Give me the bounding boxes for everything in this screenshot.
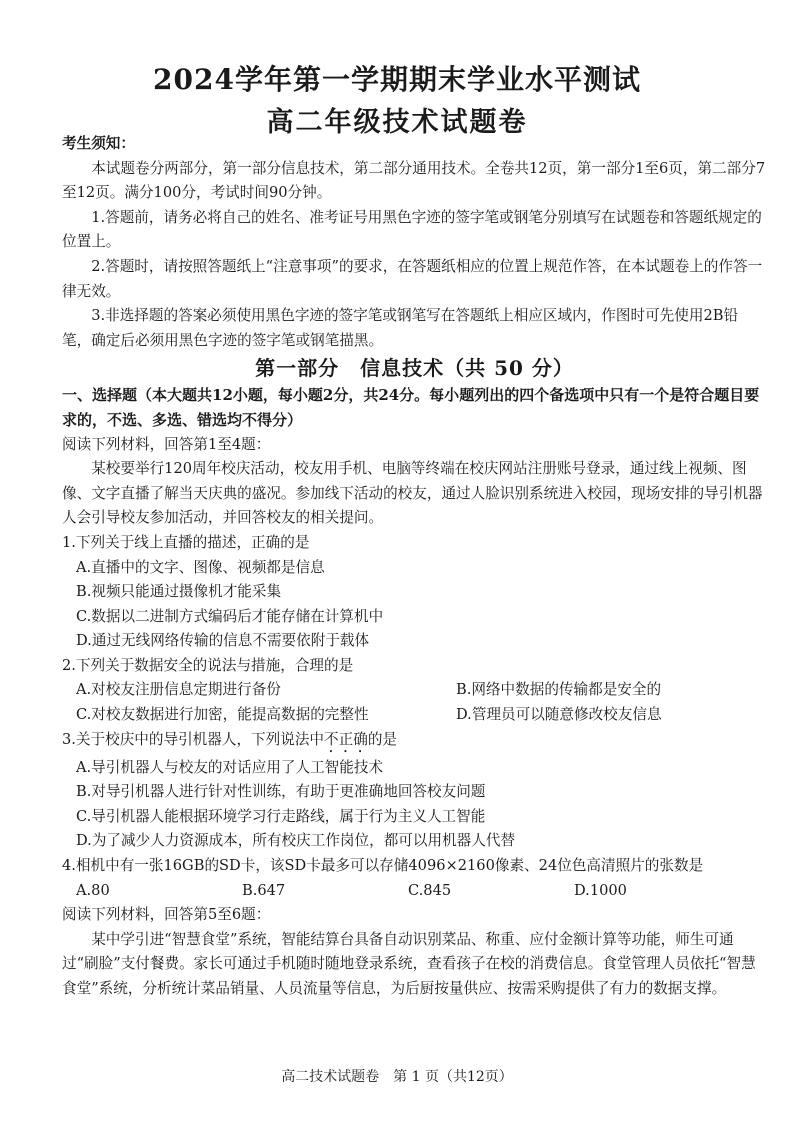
option-a: A.对校友注册信息定期进行备份 [76,681,281,699]
option-d: D.管理员可以随意修改校友信息 [456,706,662,724]
stem-text: 3.关于校庆中的导引机器人，下列说法中 [62,730,325,748]
reading-material: 某中学引进“智慧食堂”系统，智能结算台具备自动识别菜品、称重、应付金额计算等功能，师生可通过“刷脸”支付餐费。家长可通过手机随时随地登录系统，查看孩子在校的消费信息。食堂管理人员依托“智慧食堂”系统，分析统计菜品销量、人员流量等信息，为后厨按量供应、按需采购提供了有力的数据支撑。 [62,930,756,997]
option-d: D.为了减少人力资源成本，所有校庆工作岗位，都可以用机器人代替 [76,832,516,850]
option-c: C.数据以二进制方式编码后才能存储在计算机中 [76,607,384,625]
notice-heading: 考生须知： [62,135,135,152]
option-b: B.对导引机器人进行针对性训练，有助于更准确地回答校友问题 [76,783,486,801]
option-b: B.647 [242,881,286,899]
reading-material: 某校要举行120周年校庆活动，校友用手机、电脑等终端在校庆网站注册账号登录，通过线上视频、图像、文字直播了解当天庆典的盛况。参加线下活动的校友，通过人脸识别系统进入校园，现场安排的导引机器人会引导校友参加活动，并回答校友的相关提问。 [62,460,763,527]
question-stem: 1.下列关于线上直播的描述，正确的是 [62,533,310,551]
exam-title: 2024学年第一学期期末学业水平测试 [153,63,641,96]
option-a: A.80 [76,881,110,899]
option-c: C.导引机器人能根据环境学习行走路线，属于行为主义人工智能 [76,807,486,825]
option-d: D.通过无线网络传输的信息不需要依附于载体 [76,632,370,650]
page-content [62,132,767,1002]
option-a: A.导引机器人与校友的对话应用了人工智能技术 [76,758,384,776]
section-heading: 一、选择题（本大题共12小题，每小题2分，共24分。每小题列出的四个备选项中只有一个是符合题目要求的，不选、多选、错选均不得分） [62,386,760,429]
question-stem: 4.相机中有一张16GB的SD卡，该SD卡最多可以存储4096×2160像素、24位色高清照片的张数是 [62,857,704,875]
reading-prompt: 阅读下列材料，回答第1至4题： [62,435,271,453]
notice-intro: 本试题卷分两部分，第一部分信息技术，第二部分通用技术。全卷共12页，第一部分1至6页，第二部分7至12页。满分100分，考试时间90分钟。 [62,159,766,202]
page-footer: 高二技术试题卷 第 1 页（共12页） [281,1069,513,1085]
option-d: D.1000 [574,881,627,899]
question-stem [62,728,767,756]
reading-prompt: 阅读下列材料，回答第5至6题： [62,906,271,924]
option-row [62,703,767,728]
part-title: 第一部分 信息技术（共 50 分） [255,356,574,381]
option-b: B.视频只能通过摄像机才能采集 [76,583,282,601]
option-c: C.对校友数据进行加密，能提高数据的完整性 [76,706,369,724]
notice-item: 3.非选择题的答案必须使用黑色字迹的签字笔或钢笔写在答题纸上相应区域内，作图时可先使用2B铅笔，确定后必须用黑色字迹的签字笔或钢笔描黑。 [62,307,739,349]
option-a: A.直播中的文字、图像、视频都是信息 [76,558,325,576]
question-stem: 2.下列关于数据安全的说法与措施，合理的是 [62,656,354,674]
notice-item: 2.答题时，请按照答题纸上“注意事项”的要求，在答题纸相应的位置上规范作答，在本试题卷上的作答一律无效。 [62,257,763,300]
exam-subtitle: 高二年级技术试题卷 [266,107,528,138]
option-row [62,879,767,904]
option-c: C.845 [408,881,452,899]
emphasis-text: 不正确 [324,730,368,748]
stem-text: 的是 [367,730,398,748]
option-b: B.网络中数据的传输都是安全的 [456,681,662,699]
option-row [62,678,767,703]
notice-item: 1.答题前，请务必将自己的姓名、准考证号用黑色字迹的签字笔或钢笔分别填写在试题卷和答题纸规定的位置上。 [62,208,762,251]
